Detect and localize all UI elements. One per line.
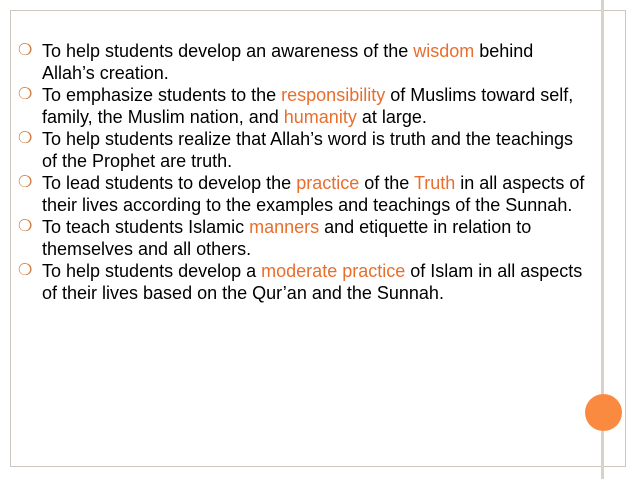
bullet-item: [18, 84, 588, 128]
ring-bullet-icon: ❍: [18, 130, 33, 147]
highlighted-term: responsibility: [281, 85, 386, 105]
bullet-text: To emphasize students to the: [42, 85, 282, 105]
bullet-item: [18, 172, 588, 216]
bullet-text: of Muslims toward self, family, the Muslim nation, and: [42, 85, 574, 127]
slide-content: [18, 40, 588, 304]
bullet-text: To help students realize that Allah’s word is truth and the teachings of the Prophet are truth.: [42, 129, 573, 171]
ring-bullet-icon: ❍: [18, 218, 33, 235]
highlighted-term: manners: [249, 217, 320, 237]
highlighted-term: Truth: [413, 173, 456, 193]
bullet-text: and etiquette in relation to themselves and all others.: [42, 217, 532, 259]
orange-circle-decoration: [585, 394, 622, 431]
bullet-text: To teach students Islamic: [42, 217, 250, 237]
bullet-item: [18, 40, 588, 84]
bullet-text: at large.: [356, 107, 427, 127]
ring-bullet-icon: ❍: [18, 174, 33, 191]
bullet-text: To help students develop an awareness of the: [42, 41, 414, 61]
highlighted-term: moderate practice: [261, 261, 406, 281]
bullet-text: To help students develop a: [42, 261, 262, 281]
highlighted-term: practice: [296, 173, 360, 193]
ring-bullet-icon: ❍: [18, 86, 33, 103]
bullet-text: To lead students to develop the: [42, 173, 297, 193]
bullet-text: in all aspects of their lives according to the examples and teachings of the Sunnah.: [42, 173, 585, 215]
bullet-item: [18, 216, 588, 260]
highlighted-term: wisdom: [413, 41, 475, 61]
bullet-item: [18, 260, 588, 304]
bullet-list: [18, 40, 588, 304]
highlighted-term: humanity: [283, 107, 357, 127]
ring-bullet-icon: ❍: [18, 262, 33, 279]
bullet-text: of the: [359, 173, 414, 193]
ring-bullet-icon: ❍: [18, 42, 33, 59]
bullet-text: of Islam in all aspects of their lives based on the Qur’an and the Sunnah.: [42, 261, 583, 303]
bullet-item: [18, 128, 588, 172]
bullet-text: behind Allah’s creation.: [42, 41, 534, 83]
